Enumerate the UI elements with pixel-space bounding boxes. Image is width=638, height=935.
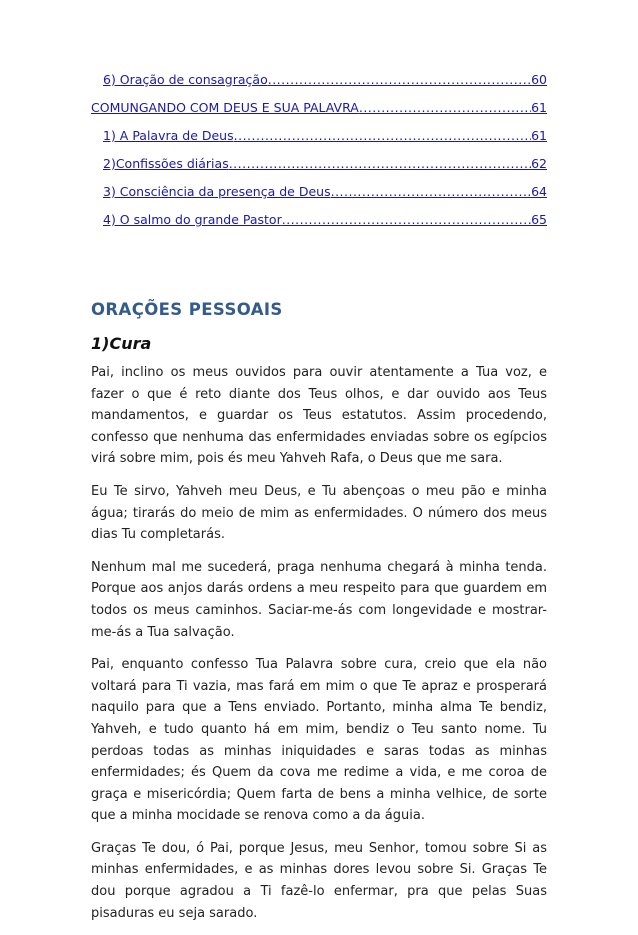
toc-entry-salmo-grande-pastor[interactable]: 4) O salmo do grande Pastor ..... 65: [91, 212, 547, 240]
toc-entry-comungando[interactable]: COMUNGANDO COM DEUS E SUA PALAVRA ..... 61: [91, 100, 547, 128]
toc-entry-consciencia-presenca[interactable]: 3) Consciência da presença de Deus ..... 64: [91, 184, 547, 212]
toc-entry-oracao-consagracao[interactable]: 6) Oração de consagração ..... 60: [91, 72, 547, 100]
paragraph: Eu Te sirvo, Yahveh meu Deus, e Tu abençoas o meu pão e minha água; tirarás do meio de mim as enfermidades. O número dos meus dias Tu completarás.: [91, 483, 547, 543]
paragraph: Pai, enquanto confesso Tua Palavra sobre cura, creio que ela não voltará para Ti vazia, mas fará em mim o que Te apraz e prosperará naquilo para que a Tens enviado. Portanto, minha alma Te bendiz, Yahveh, e tudo quanto há em mim, bendiz o Teu santo nome. Tu perdoas todas as minhas iniquidades e saras todas as minhas enfermidades; és Quem da cova me redime a vida, e me coroa de graça e misericórdia; Quem farta de bens a minha velhice, de sorte que a minha mocidade se renova como a da águia.: [91, 657, 547, 824]
paragraph: Nenhum mal me sucederá, praga nenhuma chegará à minha tenda. Porque aos anjos darás ordens a meu respeito para que guardem em todos os meus caminhos. Saciar-me-ás com longevidade e mostrar-me-ás a Tua salvação.: [91, 559, 547, 640]
toc-entry-confissoes-diarias[interactable]: 2)Confissões diárias ..... 62: [91, 156, 547, 184]
paragraph: Pai, inclino os meus ouvidos para ouvir atentamente a Tua voz, e fazer o que é reto diante dos Teus olhos, e dar ouvido aos Teus mandamentos, e guardar os Teus estatutos. Assim procedendo, confesso que nenhuma das enfermidades enviadas sobre os egípcios virá sobre mim, pois és meu Yahveh Rafa, o Deus que me sara.: [91, 365, 547, 467]
section-title: ORAÇÕES PESSOAIS: [91, 300, 283, 319]
table-of-contents: [91, 72, 547, 240]
subsection-title: 1)Cura: [91, 334, 152, 353]
body-text: [91, 362, 547, 935]
toc-entry-palavra-de-deus[interactable]: 1) A Palavra de Deus ..... 61: [91, 128, 547, 156]
paragraph: Graças Te dou, ó Pai, porque Jesus, meu Senhor, tomou sobre Si as minhas enfermidades, e as minhas dores levou sobre Si. Graças Te dou porque agradou a Ti fazê-lo enfermar, pra que pelas Suas pisaduras eu seja sarado.: [91, 840, 547, 921]
